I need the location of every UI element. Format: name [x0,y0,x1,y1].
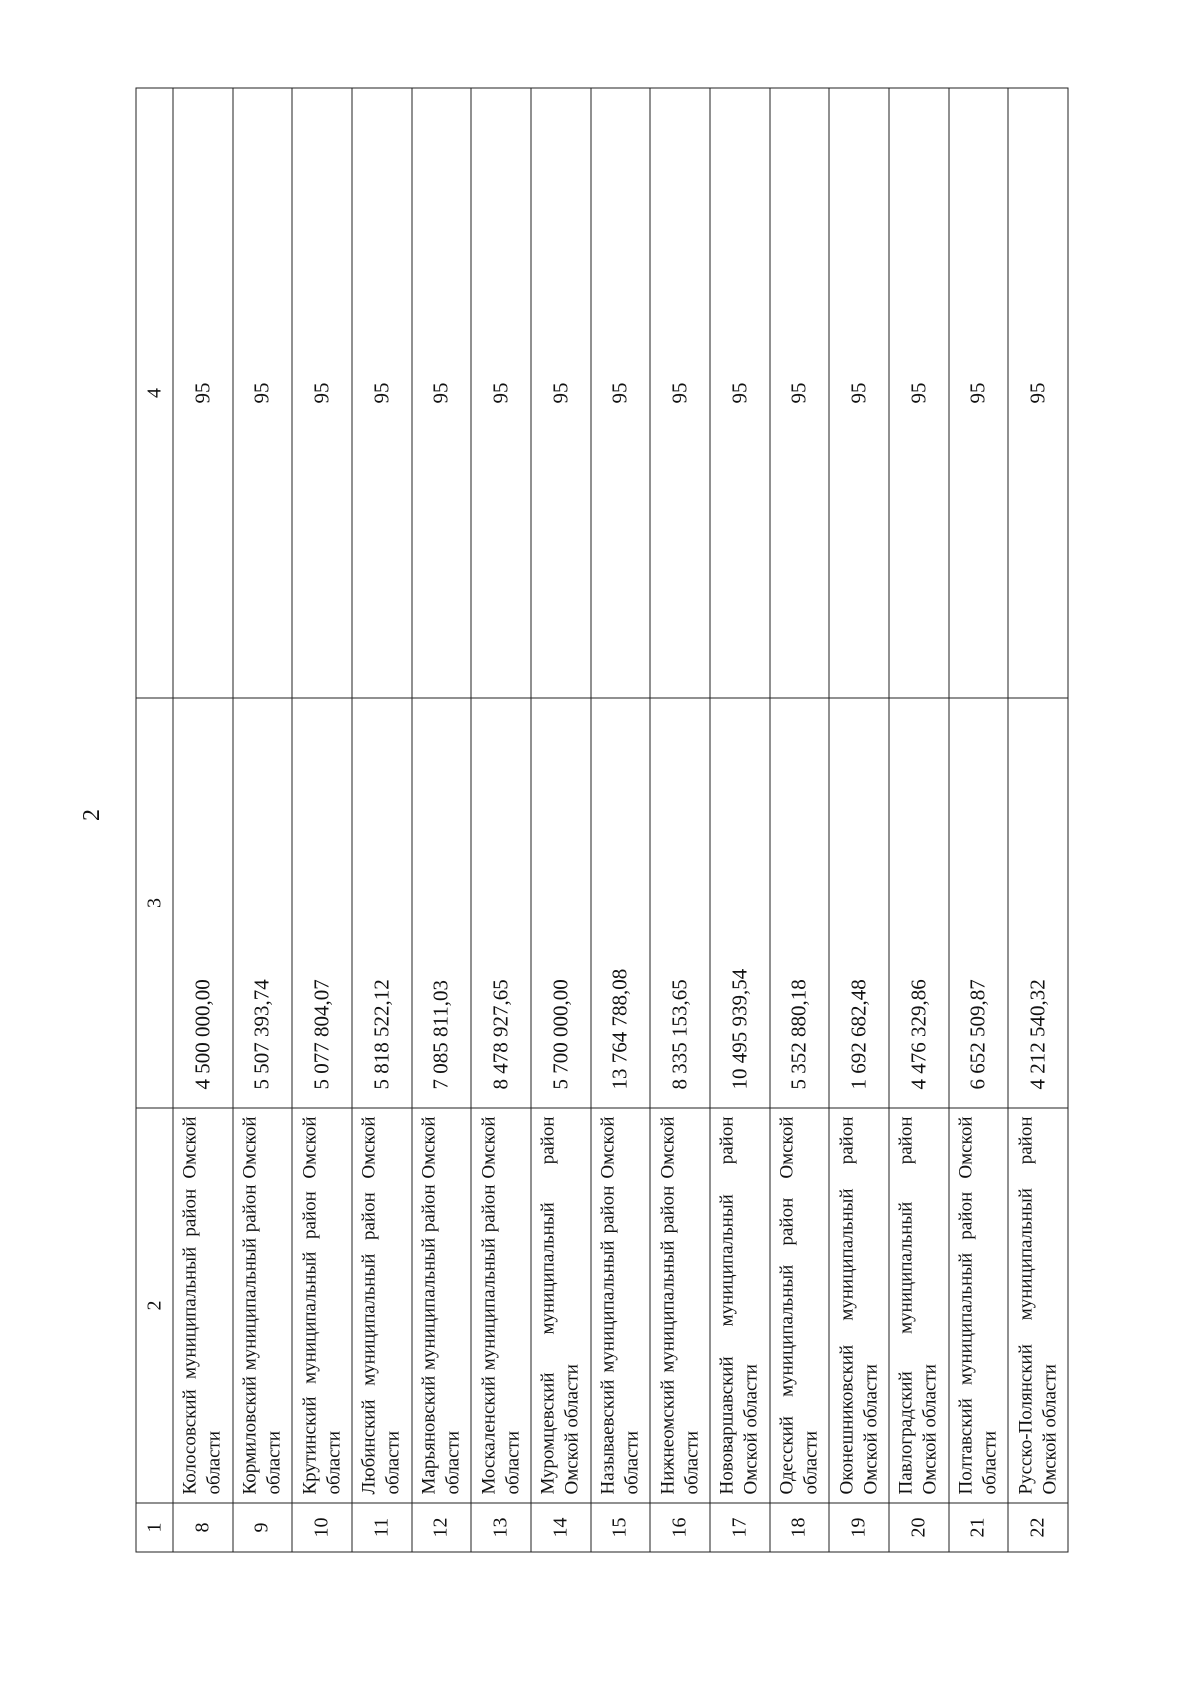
table-row [650,88,710,1552]
row-number: 17 [709,1503,769,1552]
district-name: Марьяновский муниципальный район Омской области [411,1108,471,1503]
district-name: Муромцевский муниципальный район Омской области [530,1108,590,1503]
table-row [829,88,889,1552]
table-header-row [136,88,173,1552]
table-row [292,88,352,1552]
district-name: Одесский муниципальный район Омской области [769,1108,829,1503]
district-name: Крутинский муниципальный район Омской области [292,1108,352,1503]
percent-value: 95 [232,88,292,698]
page-number: 2 [79,809,105,821]
row-number: 18 [769,1503,829,1552]
row-number: 21 [948,1503,1008,1552]
district-name: Нововаршавский муниципальный район Омской области [709,1108,769,1503]
district-name: Называевский муниципальный район Омской области [590,1108,650,1503]
percent-value: 95 [948,88,1008,698]
percent-value: 95 [888,88,948,698]
table-row [530,88,590,1552]
table-row [1008,88,1068,1552]
amount-value: 5 818 522,12 [351,698,411,1108]
percent-value: 95 [471,88,531,698]
amount-value: 6 652 509,87 [948,698,1008,1108]
table-row [232,88,292,1552]
table-row [769,88,829,1552]
district-name: Любинский муниципальный район Омской области [351,1108,411,1503]
percent-value: 95 [590,88,650,698]
district-name: Колосовский муниципальный район Омской области [173,1108,233,1503]
header-col-3: 3 [136,698,173,1108]
amount-value: 4 476 329,86 [888,698,948,1108]
table-row [411,88,471,1552]
amount-value: 4 500 000,00 [173,698,233,1108]
percent-value: 95 [1008,88,1068,698]
row-number: 8 [173,1503,233,1552]
amount-value: 4 212 540,32 [1008,698,1068,1108]
district-name: Русско-Полянский муниципальный район Омской области [1008,1108,1068,1503]
row-number: 12 [411,1503,471,1552]
row-number: 10 [292,1503,352,1552]
percent-value: 95 [709,88,769,698]
percent-value: 95 [769,88,829,698]
amount-value: 5 077 804,07 [292,698,352,1108]
table-row [888,88,948,1552]
amount-value: 10 495 939,54 [709,698,769,1108]
row-number: 20 [888,1503,948,1552]
amount-value: 5 700 000,00 [530,698,590,1108]
percent-value: 95 [351,88,411,698]
amount-value: 1 692 682,48 [829,698,889,1108]
table-row [173,88,233,1552]
percent-value: 95 [411,88,471,698]
percent-value: 95 [292,88,352,698]
header-col-2: 2 [136,1108,173,1503]
row-number: 16 [650,1503,710,1552]
row-number: 15 [590,1503,650,1552]
district-name: Полтавский муниципальный район Омской области [948,1108,1008,1503]
table-row [948,88,1008,1552]
percent-value: 95 [829,88,889,698]
rotated-table-container [135,88,1068,1552]
row-number: 9 [232,1503,292,1552]
row-number: 13 [471,1503,531,1552]
table-row [471,88,531,1552]
percent-value: 95 [650,88,710,698]
amount-value: 8 478 927,65 [471,698,531,1108]
district-name: Оконешниковский муниципальный район Омской области [829,1108,889,1503]
amount-value: 5 352 880,18 [769,698,829,1108]
amount-value: 8 335 153,65 [650,698,710,1108]
amount-value: 5 507 393,74 [232,698,292,1108]
percent-value: 95 [530,88,590,698]
row-number: 14 [530,1503,590,1552]
amount-value: 7 085 811,03 [411,698,471,1108]
district-name: Москаленский муниципальный район Омской области [471,1108,531,1503]
header-col-1: 1 [136,1503,173,1552]
table-row [709,88,769,1552]
percent-value: 95 [173,88,233,698]
row-number: 19 [829,1503,889,1552]
district-name: Кормиловский муниципальный район Омской области [232,1108,292,1503]
district-name: Павлоградский муниципальный район Омской области [888,1108,948,1503]
table-row [590,88,650,1552]
district-name: Нижнеомский муниципальный район Омской области [650,1108,710,1503]
amount-value: 13 764 788,08 [590,698,650,1108]
table-body [173,88,1068,1552]
row-number: 22 [1008,1503,1068,1552]
row-number: 11 [351,1503,411,1552]
header-col-4: 4 [136,88,173,698]
table-row [351,88,411,1552]
allocation-table [135,87,1068,1552]
